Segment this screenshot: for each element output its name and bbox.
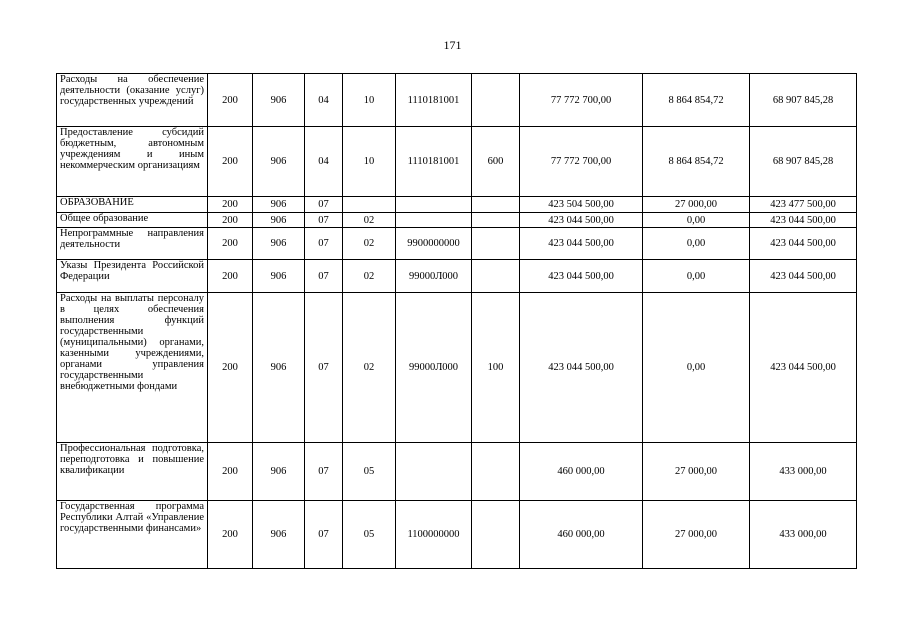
row-code-1: 200 — [208, 260, 253, 293]
row-section: 07 — [305, 197, 343, 213]
row-code-1: 200 — [208, 443, 253, 501]
row-amount-approved: 77 772 700,00 — [520, 74, 643, 127]
row-amount-change: 0,00 — [643, 213, 750, 228]
row-amount-final: 433 000,00 — [750, 501, 857, 569]
row-amount-final: 68 907 845,28 — [750, 127, 857, 197]
row-target-article: 1110181001 — [396, 74, 472, 127]
row-expense-type — [472, 228, 520, 260]
row-code-2: 906 — [253, 260, 305, 293]
row-amount-change: 27 000,00 — [643, 443, 750, 501]
row-name: Непрограммные направления деятельности — [57, 228, 208, 260]
table-row — [57, 197, 857, 213]
row-amount-change: 27 000,00 — [643, 197, 750, 213]
row-code-2: 906 — [253, 197, 305, 213]
row-amount-change: 8 864 854,72 — [643, 74, 750, 127]
table-row — [57, 213, 857, 228]
row-code-2: 906 — [253, 293, 305, 443]
row-amount-change: 0,00 — [643, 228, 750, 260]
row-amount-approved: 423 044 500,00 — [520, 213, 643, 228]
row-subsection: 02 — [343, 213, 396, 228]
row-amount-final: 423 044 500,00 — [750, 228, 857, 260]
row-amount-change: 27 000,00 — [643, 501, 750, 569]
row-code-1: 200 — [208, 197, 253, 213]
row-section: 07 — [305, 293, 343, 443]
table-row — [57, 74, 857, 127]
row-amount-approved: 423 504 500,00 — [520, 197, 643, 213]
row-section: 07 — [305, 213, 343, 228]
row-section: 07 — [305, 501, 343, 569]
row-expense-type — [472, 74, 520, 127]
row-amount-approved: 423 044 500,00 — [520, 260, 643, 293]
table-row — [57, 228, 857, 260]
row-subsection: 10 — [343, 127, 396, 197]
row-amount-final: 423 477 500,00 — [750, 197, 857, 213]
row-target-article: 99000Л000 — [396, 260, 472, 293]
row-code-1: 200 — [208, 501, 253, 569]
row-code-2: 906 — [253, 74, 305, 127]
row-expense-type: 600 — [472, 127, 520, 197]
row-name: ОБРАЗОВАНИЕ — [57, 197, 208, 213]
row-expense-type: 100 — [472, 293, 520, 443]
row-name: Расходы на выплаты персоналу в целях обеспечения выполнения функций государственными (муниципальными) органами, казенными учреждениями, органами управления государственными внебюджетными фондами — [57, 293, 208, 443]
row-code-2: 906 — [253, 501, 305, 569]
row-amount-approved: 460 000,00 — [520, 501, 643, 569]
table-row — [57, 443, 857, 501]
row-name: Расходы на обеспечение деятельности (оказание услуг) государственных учреждений — [57, 74, 208, 127]
row-subsection: 05 — [343, 501, 396, 569]
row-amount-final: 68 907 845,28 — [750, 74, 857, 127]
row-subsection: 02 — [343, 293, 396, 443]
row-code-1: 200 — [208, 213, 253, 228]
row-amount-change: 0,00 — [643, 260, 750, 293]
row-amount-change: 8 864 854,72 — [643, 127, 750, 197]
row-section: 07 — [305, 443, 343, 501]
table-row — [57, 501, 857, 569]
row-amount-final: 423 044 500,00 — [750, 260, 857, 293]
row-expense-type — [472, 443, 520, 501]
row-section: 04 — [305, 74, 343, 127]
table-row — [57, 293, 857, 443]
row-code-2: 906 — [253, 443, 305, 501]
row-amount-final: 433 000,00 — [750, 443, 857, 501]
table-row — [57, 260, 857, 293]
row-name: Общее образование — [57, 213, 208, 228]
row-code-1: 200 — [208, 293, 253, 443]
row-target-article: 1110181001 — [396, 127, 472, 197]
row-subsection: 05 — [343, 443, 396, 501]
row-name: Государственная программа Республики Алтай «Управление государственными финансами» — [57, 501, 208, 569]
row-name: Указы Президента Российской Федерации — [57, 260, 208, 293]
row-target-article — [396, 443, 472, 501]
row-target-article: 9900000000 — [396, 228, 472, 260]
row-amount-final: 423 044 500,00 — [750, 213, 857, 228]
row-subsection: 10 — [343, 74, 396, 127]
row-amount-approved: 460 000,00 — [520, 443, 643, 501]
row-subsection: 02 — [343, 260, 396, 293]
row-amount-change: 0,00 — [643, 293, 750, 443]
row-target-article: 99000Л000 — [396, 293, 472, 443]
row-name: Профессиональная подготовка, переподготовка и повышение квалификации — [57, 443, 208, 501]
row-code-2: 906 — [253, 228, 305, 260]
row-subsection — [343, 197, 396, 213]
row-expense-type — [472, 260, 520, 293]
row-target-article: 1100000000 — [396, 501, 472, 569]
row-amount-approved: 423 044 500,00 — [520, 228, 643, 260]
row-target-article — [396, 213, 472, 228]
row-subsection: 02 — [343, 228, 396, 260]
row-code-2: 906 — [253, 213, 305, 228]
table-body — [57, 74, 857, 569]
row-amount-final: 423 044 500,00 — [750, 293, 857, 443]
row-section: 07 — [305, 228, 343, 260]
table-row — [57, 127, 857, 197]
row-expense-type — [472, 213, 520, 228]
page-number: 171 — [443, 38, 462, 52]
budget-table — [56, 73, 857, 569]
row-code-1: 200 — [208, 127, 253, 197]
row-section: 04 — [305, 127, 343, 197]
row-amount-approved: 423 044 500,00 — [520, 293, 643, 443]
row-code-1: 200 — [208, 228, 253, 260]
row-amount-approved: 77 772 700,00 — [520, 127, 643, 197]
row-code-1: 200 — [208, 74, 253, 127]
row-section: 07 — [305, 260, 343, 293]
row-name: Предоставление субсидий бюджетным, автономным учреждениям и иным некоммерческим организациям — [57, 127, 208, 197]
row-expense-type — [472, 501, 520, 569]
row-expense-type — [472, 197, 520, 213]
row-code-2: 906 — [253, 127, 305, 197]
row-target-article — [396, 197, 472, 213]
